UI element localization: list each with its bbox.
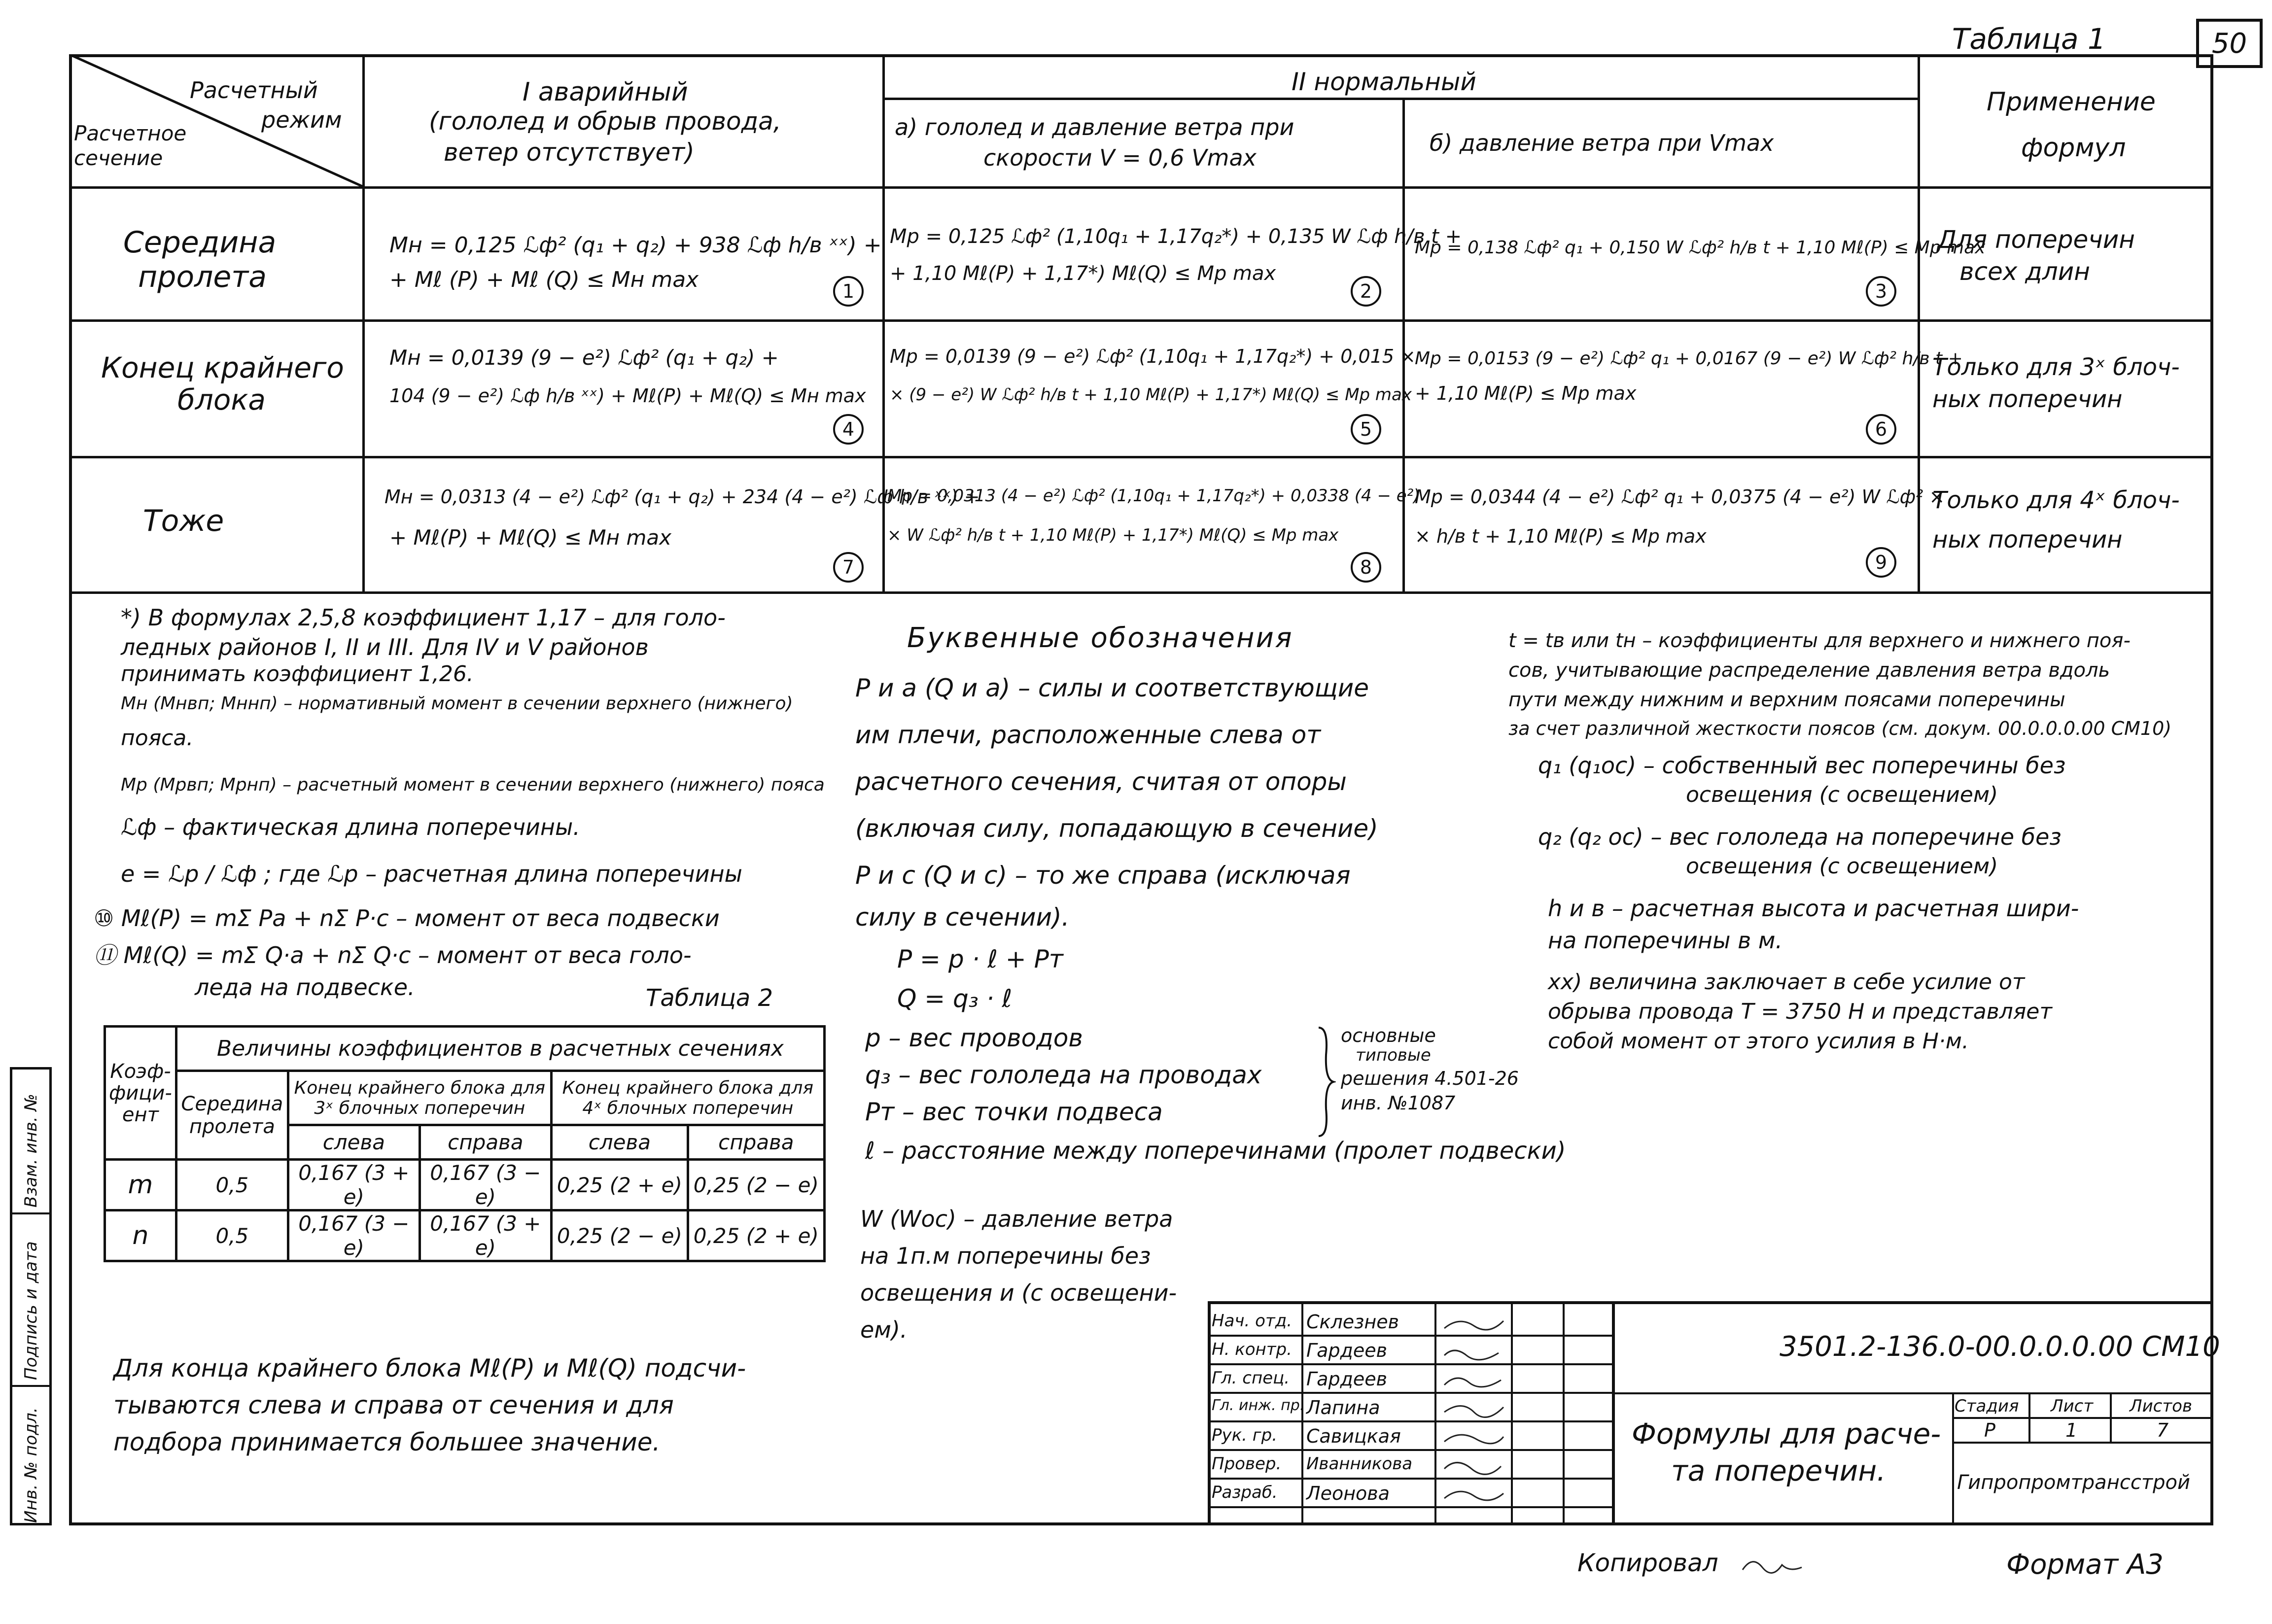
- notation-line: силу в сечении).: [855, 903, 1070, 932]
- right-note-line: t = tв или tн – коэффициенты для верхнего и нижнего поя-: [1508, 629, 2131, 652]
- tb-rule: [1208, 1506, 1612, 1508]
- table-rule: [69, 456, 2213, 458]
- right-note-line: за счет различной жесткости поясов (см. докум. 00.0.0.0.00 СМ10): [1508, 718, 2172, 739]
- mode1-title: I аварийный: [523, 77, 688, 107]
- formula-6-line2: + 1,10 Mℓ(P) ≤ Mр max: [1415, 382, 1637, 404]
- end3-header: Конец крайнего блока для 3ˣ блочных поперечин: [288, 1071, 551, 1125]
- right-note-line: на поперечины в м.: [1548, 927, 1783, 954]
- formula-6: Mр = 0,0153 (9 − e²) ℒф² q₁ + 0,0167 (9 − e²) W ℒф² h/в t +: [1415, 348, 1963, 369]
- sheet-label: Лист: [2051, 1396, 2094, 1416]
- corner-label-mode: Расчетный: [190, 77, 318, 104]
- table-rule: [69, 319, 2213, 322]
- page-format: Формат А3: [2006, 1549, 2164, 1581]
- formula-9-line2: × h/в t + 1,10 Mℓ(P) ≤ Mр max: [1415, 525, 1707, 547]
- note-line: *) В формулах 2,5,8 коэффициент 1,17 – для голо-: [121, 604, 726, 631]
- bottom-note-line: тываются слева и справа от сечения и для: [113, 1391, 674, 1419]
- notation-line: Pт – вес точки подвеса: [865, 1098, 1163, 1126]
- doc-title: Формулы для расче-: [1632, 1417, 1941, 1451]
- doc-code: 3501.2-136.0-00.0.0.0.00 СМ10: [1780, 1331, 2220, 1363]
- notation-line: W (Wос) – давление ветра: [860, 1206, 1173, 1232]
- notation-line: им плечи, расположенные слева от: [855, 721, 1321, 749]
- formula-1: Mн = 0,125 ℒф² (q₁ + q₂) + 938 ℒф h/в ˣˣ) +: [389, 233, 882, 258]
- row2-section: Конец крайнего: [101, 351, 344, 384]
- stage-value: Р: [1984, 1419, 1995, 1441]
- mode1-desc-2: ветер отсутствует): [444, 138, 695, 167]
- notation-line: расчетного сечения, считая от опоры: [855, 767, 1347, 796]
- note-line: леда на подвеске.: [195, 974, 415, 1001]
- tb-rule: [1612, 1392, 2213, 1394]
- value-cell: 0,167 (3 − e): [419, 1160, 551, 1210]
- page-number: 50: [2196, 19, 2263, 68]
- formula-8: Mр = 0,0313 (4 − e²) ℒф² (1,10q₁ + 1,17q₂*) + 0,0338 (4 − e²): [887, 486, 1420, 506]
- tb-rule: [1208, 1363, 1612, 1365]
- formula-4-line2: 104 (9 − e²) ℒф h/в ˣˣ) + Mℓ(P) + Mℓ(Q) ≤ Mн max: [389, 385, 866, 407]
- value-cell: 0,167 (3 − e): [288, 1210, 419, 1261]
- side-divider: [12, 1212, 49, 1214]
- formula-number-3: 3: [1866, 276, 1896, 307]
- notation-line: Q = q₃ · ℓ: [897, 984, 1013, 1013]
- copied-by: Копировал: [1577, 1549, 1718, 1577]
- row2-apply-2: ных поперечин: [1932, 385, 2123, 413]
- tb-name: Иванникова: [1306, 1454, 1413, 1474]
- tb-rule: [1952, 1392, 1954, 1525]
- side-label-sign: Подпись и дата: [21, 1241, 41, 1380]
- mid-span-header: Середина пролета: [176, 1071, 288, 1160]
- formula-number-4: 4: [833, 414, 864, 445]
- right-note-line: обрыва провода T = 3750 Н и представляет: [1548, 999, 2052, 1024]
- sheet-value: 1: [2065, 1419, 2078, 1441]
- right-note-line: q₁ (q₁ос) – собственный вес поперечины без: [1538, 752, 2066, 779]
- value-cell: 0,25 (2 + e): [688, 1210, 824, 1261]
- tb-rule: [1208, 1420, 1612, 1422]
- bottom-note-line: подбора принимается большее значение.: [113, 1428, 661, 1456]
- signature-scribbles: [1439, 1306, 1508, 1503]
- notation-line: на 1п.м поперечины без: [860, 1243, 1151, 1269]
- row1-apply: Для поперечин: [1937, 225, 2135, 254]
- note-line: ⑩ Mℓ(P) = mΣ Pa + nΣ P·c – момент от веса подвески: [94, 905, 720, 932]
- table1-caption: Таблица 1: [1952, 22, 2106, 56]
- tb-role: Провер.: [1212, 1454, 1282, 1474]
- notation-line: P = p · ℓ + Pт: [897, 945, 1063, 973]
- formula-number-1: 1: [833, 276, 864, 307]
- coef-cell: n: [105, 1210, 176, 1261]
- tb-rule: [1612, 1301, 1615, 1525]
- sheets-value: 7: [2157, 1419, 2169, 1441]
- table-row: [105, 1210, 825, 1261]
- note-line: ⑪ Mℓ(Q) = mΣ Q·a + nΣ Q·c – момент от веса голо-: [94, 942, 692, 968]
- row3-apply-2: ных поперечин: [1932, 526, 2123, 553]
- value-cell: 0,25 (2 − e): [551, 1210, 688, 1261]
- right-note-line: собой момент от этого усилия в Н·м.: [1548, 1029, 1969, 1054]
- side-strip: [10, 1067, 52, 1525]
- brace-icon: [1316, 1025, 1336, 1139]
- tb-name: Савицкая: [1306, 1425, 1401, 1447]
- formula-5-line2: × (9 − e²) W ℒф² h/в t + 1,10 Mℓ(P) + 1,17*) Mℓ(Q) ≤ Mр max: [890, 385, 1412, 405]
- tb-role: Гл. спец.: [1212, 1368, 1290, 1388]
- right-note-line: q₂ (q₂ ос) – вес гололеда на поперечине без: [1538, 824, 2062, 850]
- tb-rule: [1208, 1392, 1612, 1394]
- brace-note: типовые: [1356, 1045, 1431, 1065]
- doc-title-2: та поперечин.: [1671, 1454, 1886, 1487]
- row3-apply: Только для 4ˣ блоч-: [1932, 486, 2180, 514]
- note-line: Mн (Mнвп; Mннп) – нормативный момент в сечении верхнего (нижнего): [121, 693, 793, 714]
- note-line: пояса.: [121, 726, 194, 751]
- brace-note: основные: [1341, 1025, 1436, 1046]
- corner-label-mode-2: режим: [261, 106, 342, 133]
- mode2-title: II нормальный: [1292, 68, 1476, 96]
- bottom-note-line: Для конца крайнего блока Mℓ(P) и Mℓ(Q) подсчи-: [113, 1354, 746, 1382]
- row1-section-2: пролета: [138, 260, 267, 294]
- formula-3: Mр = 0,138 ℒф² q₁ + 0,150 W ℒф² h/в t + 1,10 Mℓ(P) ≤ Mр max: [1415, 238, 1986, 258]
- end4-header: Конец крайнего блока для 4ˣ блочных поперечин: [551, 1071, 824, 1125]
- table2-caption: Таблица 2: [646, 984, 773, 1012]
- tb-rule: [1208, 1478, 1612, 1480]
- value-cell: 0,5: [176, 1210, 288, 1261]
- table-row: [105, 1160, 825, 1210]
- table-rule: [1918, 54, 1920, 592]
- organization: Гипропромтрансстрой: [1957, 1471, 2190, 1494]
- right-header: справа: [688, 1125, 824, 1160]
- right-note-line: h и в – расчетная высота и расчетная шири-: [1548, 895, 2079, 922]
- mode2a-desc: а) гололед и давление ветра при: [895, 114, 1294, 140]
- row1-section: Середина: [123, 225, 277, 260]
- formula-5: Mр = 0,0139 (9 − e²) ℒф² (1,10q₁ + 1,17q₂*) + 0,015 ×: [890, 346, 1416, 367]
- table-rule: [882, 98, 1918, 100]
- formula-number-2: 2: [1351, 276, 1381, 307]
- values-header: Величины коэффициентов в расчетных сечениях: [176, 1027, 824, 1071]
- tb-rule: [2110, 1392, 2112, 1442]
- value-cell: 0,5: [176, 1160, 288, 1210]
- row2-apply: Только для 3ˣ блоч-: [1932, 353, 2180, 381]
- coefficients-table: [104, 1025, 826, 1262]
- formula-1-line2: + Mℓ (P) + Mℓ (Q) ≤ Mн max: [389, 267, 699, 292]
- table-rule: [882, 54, 885, 592]
- notation-line: P и a (Q и a) – силы и соответствующие: [855, 674, 1369, 702]
- right-note-line: освещения (с освещением): [1686, 782, 1998, 807]
- formula-8-line2: × W ℒф² h/в t + 1,10 Mℓ(P) + 1,17*) Mℓ(Q) ≤ Mр max: [887, 525, 1339, 545]
- note-line: Mр (Mрвп; Mрнп) – расчетный момент в сечении верхнего (нижнего) пояса: [121, 775, 825, 795]
- apply-header: Применение: [1987, 87, 2156, 117]
- mode2b-desc: б) давление ветра при Vmax: [1430, 130, 1774, 156]
- tb-role: Нач. отд.: [1212, 1311, 1293, 1331]
- tb-rule: [1208, 1301, 2213, 1304]
- formula-number-5: 5: [1351, 414, 1381, 445]
- tb-rule: [1952, 1442, 2213, 1444]
- right-note-line: освещения (с освещением): [1686, 854, 1998, 879]
- notation-line: (включая силу, попадающую в сечение): [855, 814, 1378, 843]
- notation-line: освещения и (с освещени-: [860, 1279, 1177, 1306]
- tb-name: Лапина: [1306, 1397, 1380, 1418]
- apply-header-2: формул: [2021, 133, 2126, 163]
- notation-line: P и c (Q и c) – то же справа (исключая: [855, 861, 1351, 890]
- table-rule: [69, 186, 2213, 189]
- note-line: e = ℒр / ℒф ; где ℒр – расчетная длина поперечины: [121, 861, 742, 887]
- right-note-line: пути между нижним и верхним поясами поперечины: [1508, 689, 2065, 711]
- coef-cell: m: [105, 1160, 176, 1210]
- tb-name: Склезнев: [1306, 1311, 1399, 1333]
- tb-rule: [1208, 1449, 1612, 1451]
- note-line: ℒф – фактическая длина поперечины.: [121, 814, 580, 840]
- left-header: слева: [551, 1125, 688, 1160]
- copier-signature: [1740, 1553, 1804, 1577]
- formula-number-6: 6: [1866, 414, 1896, 445]
- mode1-desc: (гололед и обрыв провода,: [429, 107, 781, 136]
- table-rule: [69, 591, 2213, 594]
- formula-9: Mр = 0,0344 (4 − e²) ℒф² q₁ + 0,0375 (4 − e²) W ℒф² ×: [1415, 486, 1945, 508]
- tb-name: Гардеев: [1306, 1368, 1388, 1390]
- notation-line: q₃ – вес гололеда на проводах: [865, 1061, 1262, 1089]
- formula-2: Mр = 0,125 ℒф² (1,10q₁ + 1,17q₂*) + 0,135 W ℒф h/в t +: [890, 225, 1462, 248]
- left-header: слева: [288, 1125, 419, 1160]
- side-divider: [12, 1385, 49, 1387]
- brace-note: инв. №1087: [1341, 1092, 1456, 1114]
- tb-role: Разраб.: [1212, 1483, 1278, 1502]
- value-cell: 0,167 (3 + e): [419, 1210, 551, 1261]
- side-label-inv: Инв. № подл.: [21, 1407, 41, 1523]
- notation-line: ℓ – расстояние между поперечинами (пролет подвески): [865, 1137, 1566, 1165]
- corner-label-section: Расчетное: [74, 121, 187, 145]
- formula-number-9: 9: [1866, 547, 1896, 578]
- formula-4: Mн = 0,0139 (9 − e²) ℒф² (q₁ + q₂) +: [389, 346, 779, 370]
- coef-header: Коэф-фици-ент: [105, 1027, 176, 1160]
- tb-rule: [1952, 1417, 2213, 1419]
- row1-apply-2: всех длин: [1959, 257, 2090, 286]
- title-block: [1208, 1301, 2220, 1525]
- notation-line: ем).: [860, 1316, 908, 1343]
- tb-name: Леонова: [1306, 1483, 1390, 1504]
- tb-rule: [1208, 1335, 1612, 1337]
- notation-title: Буквенные обозначения: [907, 622, 1293, 654]
- tb-name: Гардеев: [1306, 1340, 1388, 1361]
- value-cell: 0,25 (2 + e): [551, 1160, 688, 1210]
- formula-number-8: 8: [1351, 552, 1381, 583]
- row3-section: Тоже: [143, 504, 224, 538]
- note-line: принимать коэффициент 1,26.: [121, 661, 474, 687]
- tb-role: Рук. гр.: [1212, 1425, 1278, 1445]
- corner-label-section-2: сечение: [74, 146, 163, 170]
- note-line: ледных районов I, II и III. Для IV и V районов: [121, 634, 649, 660]
- stage-label: Стадия: [1955, 1396, 2019, 1416]
- right-note-line: xx) величина заключает в себе усилие от: [1548, 969, 2025, 995]
- right-header: справа: [419, 1125, 551, 1160]
- tb-role: Н. контр.: [1212, 1340, 1292, 1359]
- formula-7-line2: + Mℓ(P) + Mℓ(Q) ≤ Mн max: [389, 525, 671, 550]
- row2-section-2: блока: [177, 383, 266, 416]
- formula-number-7: 7: [833, 552, 864, 583]
- mode2a-desc-2: скорости V = 0,6 Vmax: [983, 144, 1257, 171]
- right-note-line: сов, учитывающие распределение давления ветра вдоль: [1508, 659, 2110, 682]
- tb-role: Гл. инж. пр.: [1212, 1397, 1305, 1414]
- formula-7: Mн = 0,0313 (4 − e²) ℒф² (q₁ + q₂) + 234 (4 − e²) ℒф h/в ˣˣ) +: [384, 486, 980, 508]
- sheets-label: Листов: [2130, 1396, 2193, 1416]
- formula-2-line2: + 1,10 Mℓ(P) + 1,17*) Mℓ(Q) ≤ Mр max: [890, 262, 1276, 285]
- value-cell: 0,167 (3 + e): [288, 1160, 419, 1210]
- value-cell: 0,25 (2 − e): [688, 1160, 824, 1210]
- side-label-swap: Взам. инв. №: [21, 1094, 41, 1208]
- brace-note: решения 4.501-26: [1341, 1068, 1519, 1089]
- notation-line: p – вес проводов: [865, 1024, 1083, 1052]
- tb-rule: [2028, 1392, 2030, 1442]
